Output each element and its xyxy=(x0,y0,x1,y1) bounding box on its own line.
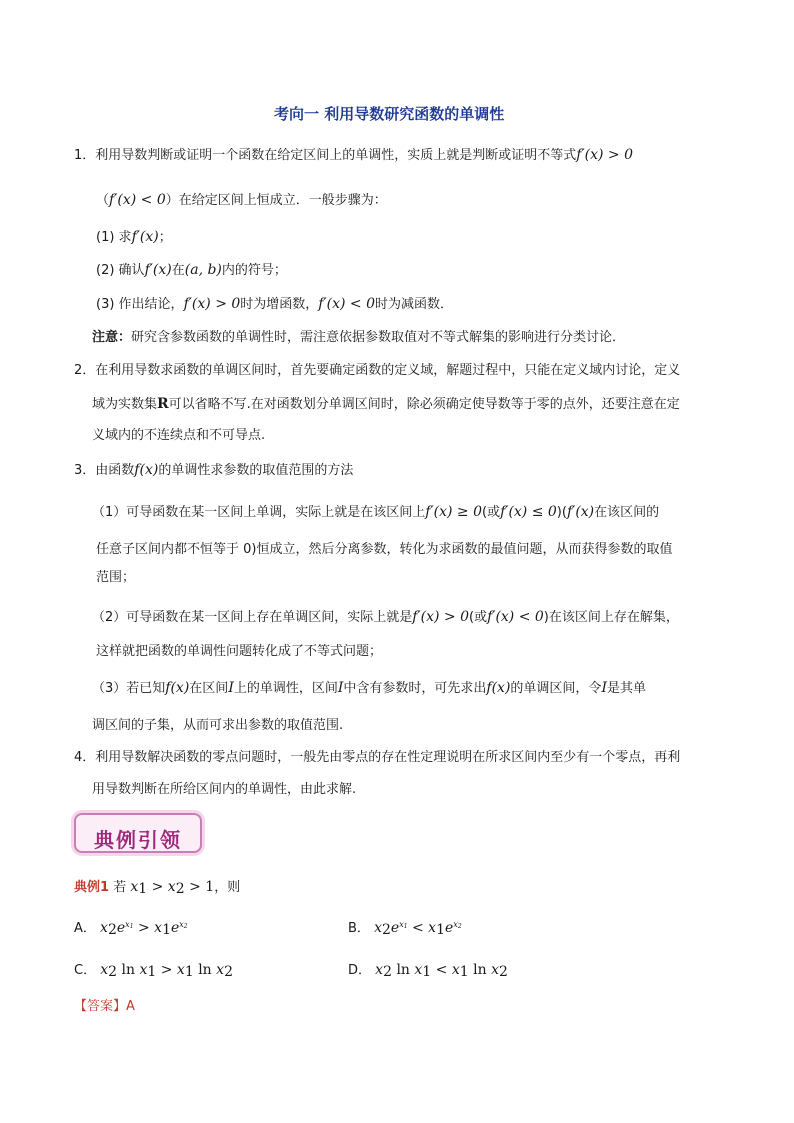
section-heading: 考向一 利用导数研究函数的单调性 xyxy=(274,105,505,123)
step-1 xyxy=(96,230,172,244)
step-2 xyxy=(96,263,287,277)
answer xyxy=(74,1000,135,1013)
item-text: )( xyxy=(556,505,567,520)
item-text: 在该区间的 xyxy=(594,505,660,520)
item-text: 上的单调性，区间 xyxy=(233,681,338,696)
step-text: 内的符号； xyxy=(221,263,287,278)
item-4-line-1 xyxy=(74,751,680,764)
item-text: 利用导数判断或证明一个函数在给定区间上的单调性，实质上就是判断或证明不等式 xyxy=(95,148,577,163)
math-expression: f(x) xyxy=(134,462,159,478)
math-symbol: I xyxy=(228,680,234,696)
item-3-p1-line-2: 任意子区间内都不恒等于 0)恒成立，然后分离参数，转化为求函数的最值问题，从而获得参数的取值 xyxy=(96,542,673,557)
note-text: 研究含参数函数的单调性时，需注意依据参数取值对不等式解集的影响进行分类讨论． xyxy=(131,330,626,345)
answer-value: A xyxy=(126,999,135,1014)
option-a-expression: $x_2e^{x1} > x_1e^{x2}$ xyxy=(100,920,188,938)
item-text: 域为实数集 xyxy=(92,397,158,412)
item-4-line-2: 用导数判断在所给区间内的单调性，由此求解. xyxy=(92,782,357,797)
option-label: D． xyxy=(348,963,372,978)
item-text: 可以省略不写.在对函数划分单调区间时，除必须确定使导数等于零的点外，还要注意在定 xyxy=(168,397,680,412)
item-number: 2． xyxy=(74,363,96,378)
item-text: (或 xyxy=(482,505,501,520)
option-label: C． xyxy=(74,963,97,978)
math-symbol: I xyxy=(337,680,344,696)
item-3-p1-line-3: 范围； xyxy=(96,570,136,585)
note-label: 注意： xyxy=(92,330,132,345)
item-3-heading xyxy=(74,463,353,477)
example-label: 典例1 xyxy=(74,880,110,895)
item-text: 的单调区间，令 xyxy=(510,681,602,696)
step-text: ； xyxy=(158,230,172,245)
math-symbol-R: R xyxy=(157,396,169,412)
math-expression: f′(x) > 0 xyxy=(576,147,634,163)
step-text: 在 xyxy=(171,263,185,278)
option-a[interactable] xyxy=(74,921,188,937)
answer-label: 【答案】 xyxy=(74,999,127,1014)
step-text: (3) 作出结论， xyxy=(96,297,184,312)
math-expression: (a, b) xyxy=(184,262,222,278)
step-text: (1) 求 xyxy=(96,230,132,245)
item-1-line-2 xyxy=(96,193,387,207)
example-condition: $x_1 > x_2 > 1$ xyxy=(130,879,215,897)
item-text: (或 xyxy=(469,610,488,625)
item-2-line-3: 义域内的不连续点和不可导点. xyxy=(92,428,266,443)
item-text: 中含有参数时，可先求出 xyxy=(343,681,487,696)
math-expression: f′(x) ≤ 0 xyxy=(500,504,557,520)
item-3-p3-line-1 xyxy=(92,681,646,695)
item-text: 在利用导数求函数的单调区间时，首先要确定函数的定义域，解题过程中，只能在定义域内讨论，定义 xyxy=(95,363,681,378)
option-label: A． xyxy=(74,921,96,936)
paren-open: （ xyxy=(96,193,110,208)
example-banner xyxy=(74,813,202,853)
option-d[interactable] xyxy=(348,963,508,979)
math-expression: f′(x) < 0 xyxy=(487,609,544,625)
item-1-line-1 xyxy=(74,148,633,162)
math-symbol: I xyxy=(601,680,607,696)
item-text: ）在给定区间上恒成立．一般步骤为： xyxy=(165,193,387,208)
item-3-p2-line-2: 这样就把函数的单调性问题转化成了不等式问题； xyxy=(96,644,383,659)
item-3-p1-line-1 xyxy=(92,505,659,519)
item-text: （2）可导函数在某一区间上存在单调区间，实际上就是 xyxy=(92,610,413,625)
example-banner-text: 典例引领 xyxy=(94,828,182,852)
math-expression: f′(x) xyxy=(144,262,172,278)
item-3-p2-line-1 xyxy=(92,610,679,624)
math-expression: f′(x) > 0 xyxy=(183,296,241,312)
item-text: 利用导数解决函数的零点问题时，一般先由零点的存在性定理说明在所求区间内至少有一个零点，再利 xyxy=(95,750,681,765)
step-text: 时为减函数． xyxy=(375,297,454,312)
item-text: )在该区间上存在解集， xyxy=(543,610,679,625)
example-text: ，则 xyxy=(214,880,241,895)
math-expression: f′(x) xyxy=(131,229,159,245)
item-number: 3． xyxy=(74,463,96,478)
option-c[interactable] xyxy=(74,963,233,979)
math-expression: f′(x) < 0 xyxy=(109,192,166,208)
item-text: 的单调性求参数的取值范围的方法 xyxy=(158,463,354,478)
item-text: （3）若已知 xyxy=(92,681,166,696)
item-number: 1． xyxy=(74,148,96,163)
step-text: 时为增函数， xyxy=(240,297,319,312)
option-b-expression: $x_2e^{x1} < x_1e^{x2}$ xyxy=(374,920,462,938)
option-label: B． xyxy=(348,921,370,936)
option-b[interactable] xyxy=(348,921,462,937)
example-stem xyxy=(74,880,240,896)
math-expression: f(x) xyxy=(486,680,511,696)
item-text: 是其单 xyxy=(606,681,646,696)
math-expression: f′(x) xyxy=(566,504,595,520)
option-d-expression: $x_2$ $\ln x_1 < x_1$ $\ln x_2$ xyxy=(375,962,508,980)
item-2-line-2 xyxy=(92,397,680,411)
item-2-line-1 xyxy=(74,364,680,377)
item-text: 在区间 xyxy=(189,681,229,696)
example-text: 若 xyxy=(113,880,127,895)
item-text: （1）可导函数在某一区间上单调，实际上就是在该区间上 xyxy=(92,505,426,520)
item-3-p3-line-2: 调区间的子集，从而可求出参数的取值范围. xyxy=(92,718,344,733)
step-3 xyxy=(96,297,453,311)
option-c-expression: $x_2$ $\ln x_1 > x_1$ $\ln x_2$ xyxy=(100,962,233,980)
math-expression: f′(x) < 0 xyxy=(318,296,376,312)
math-expression: f′(x) > 0 xyxy=(412,609,469,625)
item-text: 由函数 xyxy=(95,463,135,478)
math-expression: f′(x) ≥ 0 xyxy=(425,504,482,520)
item-number: 4． xyxy=(74,750,96,765)
step-text: (2) 确认 xyxy=(96,263,145,278)
note xyxy=(92,331,625,344)
math-expression: f(x) xyxy=(165,680,190,696)
